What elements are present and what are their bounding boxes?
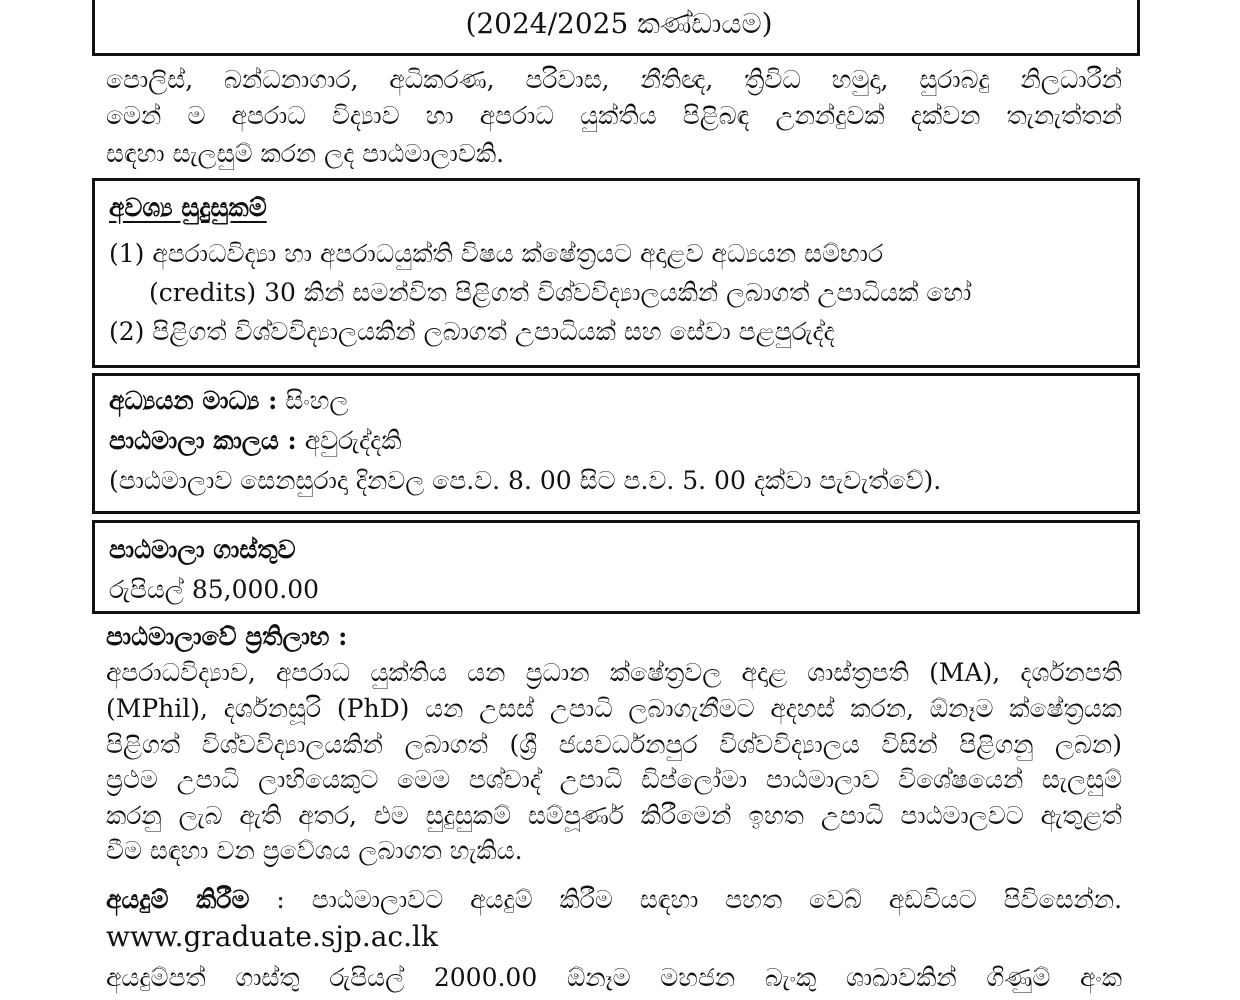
header-box <box>92 0 1140 56</box>
schedule-note: (පාඨමාලාව සෙනසුරාදා දිනවල පෙ.ව. 8. 00 සිට ප.ව. 5. 00 දක්වා පැවැත්වේ). <box>109 466 942 495</box>
application-fee-line: අයදුම්පත් ගාස්තු රුපියල් 2000.00 ඕනෑම මහජන බැංකු ශාඛාවකින් ගිණුම් අංක <box>106 963 1122 992</box>
fee-amount: රුපියල් 85,000.00 <box>109 575 320 604</box>
apply-label: අයදුම් කිරීම <box>106 885 250 914</box>
requirement-1: (1) අපරාධවිද්‍යා හා අපරාධයුක්ති විෂය ක්ෂේත්‍රයට අදාළව අධ්‍යයන සම්භාර <box>109 239 884 268</box>
benefits-line-3: පිළිගත් විශ්වවිද්‍යාලයකින් ලබාගත් (ශ්‍රී ජයවර්ධනපුර විශ්වවිද්‍යාලය විසින් පිළිගනු ලබන) <box>106 730 1122 759</box>
benefits-line-5: කරනු ලැබ ඇති අතර, එම සුදුසුකම් සම්පූර්ණ කිරීමෙන් ඉහත උපාධි පාඨමාලවට ඇතුළත් <box>106 801 1122 830</box>
apply-text: : පාඨමාලාවට අයදුම් කිරීම සඳහා පහත වෙබ් අඩවියට පිවිසෙන්න. <box>276 885 1123 914</box>
benefits-line-1: අපරාධවිද්‍යාව, අපරාධ යුක්තිය යන ප්‍රධාන ක්ෂේත්‍රවල අදාළ ශාස්ත්‍රපති (MA), දර්ශනපති <box>106 658 1122 687</box>
document-page <box>92 0 1144 1000</box>
medium-value: සිංහල <box>285 386 349 415</box>
intro-line-2: මෙන් ම අපරාධ විද්‍යාව හා අපරාධ යුක්තිය පිළිබඳ උනන්දුවක් දක්වන තැනැත්තන් <box>106 101 1122 130</box>
requirements-heading: අවශ්‍ය සුදුසුකම් <box>109 193 267 222</box>
requirement-2: (2) පිළිගත් විශ්වවිද්‍යාලයකින් ලබාගත් උපාධියක් සහ සේවා පළපුරුද්ද <box>109 317 835 346</box>
medium-label: අධ්‍යයන මාධ්‍ය : <box>109 386 278 415</box>
study-details-box <box>92 373 1140 514</box>
requirement-1-cont: (credits) 30 කින් සමන්විත පිළිගත් විශ්වවිද්‍යාලයකින් ලබාගත් උපාධියක් හෝ <box>149 278 972 307</box>
intro-line-1: පොලිස්, බන්ධනාගාර, අධිකරණ, පරිවාස, නීතිඥ, ත්‍රිවිධ හමුදා, සුරාබදු නිලධාරීන් <box>106 65 1122 94</box>
duration-label: පාඨමාලා කාලය : <box>109 426 297 455</box>
duration-value: අවුරුද්දකි <box>304 426 402 455</box>
apply-url-link[interactable]: www.graduate.sjp.ac.lk <box>106 920 438 953</box>
benefits-heading: පාඨමාලාවේ ප්‍රතිලාභ : <box>106 622 348 651</box>
requirements-box <box>92 178 1140 368</box>
benefits-line-4: ප්‍රථම උපාධි ලාභියෙකුට මෙම පශ්චාද් උපාධි ඩිප්ලෝමා පාඨමාලාව විශේෂයෙන් සැලසුම් <box>106 765 1122 794</box>
fee-box <box>92 520 1140 614</box>
apply-row <box>106 883 1122 917</box>
benefits-line-2: (MPhil), දර්ශනසූරි (PhD) යන උසස් උපාධි ලබාගැනීමට අදහස් කරන, ඕනෑම ක්ෂේත්‍රයක <box>106 694 1122 723</box>
batch-title: (2024/2025 කණ්ඩායම) <box>465 7 773 40</box>
fee-heading: පාඨමාලා ගාස්තුව <box>109 535 296 564</box>
duration-row <box>109 424 402 458</box>
medium-row <box>109 384 348 418</box>
intro-line-3: සඳහා සැලසුම් කරන ලද පාඨමාලාවකි. <box>106 139 505 168</box>
benefits-line-6: වීම සඳහා වන ප්‍රවේශය ලබාගත හැකිය. <box>106 836 523 865</box>
